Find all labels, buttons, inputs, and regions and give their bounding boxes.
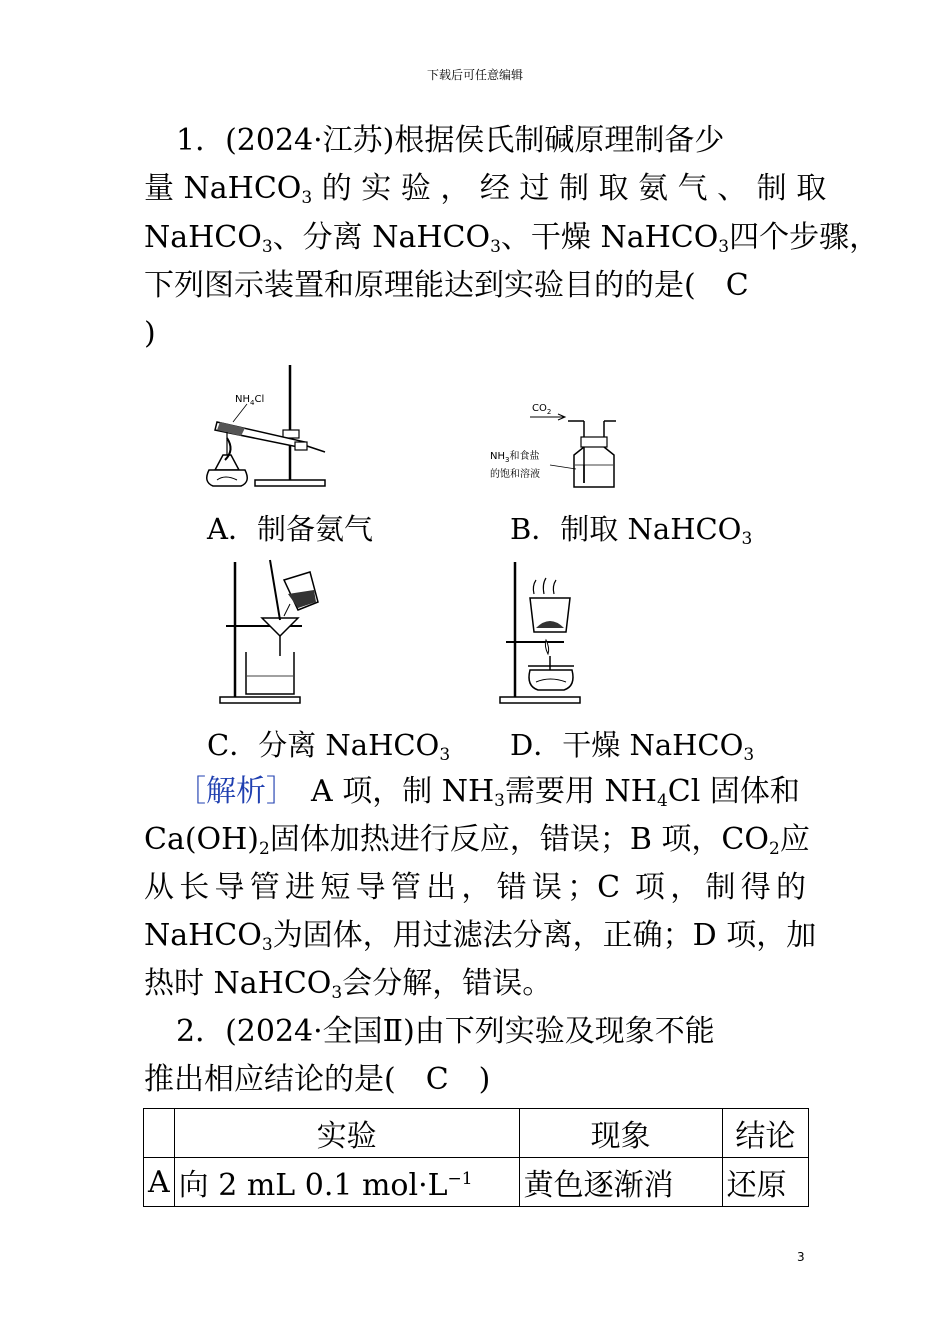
experiment-table: [143, 1108, 809, 1207]
table-cell: 向 2 mL 0.1 $mol\cdot L^{-1}$: [174, 1158, 519, 1207]
analysis-line-3: 从长导管进短导管出，错误；C 项，制得的: [144, 870, 806, 905]
analysis-line-2: $Ca(OH)_2$固体加热进行反应，错误；B 项，$CO_2$应: [144, 822, 810, 859]
analysis-line-1: ［解析］ A 项，制 $NH_3$需要用 $NH_4Cl$ 固体和: [176, 774, 800, 811]
analysis-line-4: NaHCO$_3$为固体，用过滤法分离，正确；D 项，加: [144, 918, 817, 955]
figure-c-filtration-apparatus: [218, 558, 328, 706]
analysis-tag: ［解析］: [176, 774, 281, 809]
caption-c: C．分离 NaHCO$_3$: [207, 728, 451, 765]
figure-a-ammonia-apparatus: [195, 360, 335, 490]
label-co2: $CO_2$: [532, 403, 552, 416]
table-header-row: [144, 1109, 809, 1158]
q1-line-3: NaHCO$_3$、分离 NaHCO$_3$、干燥 NaHCO$_3$四个步骤，: [144, 220, 880, 257]
table-cell: A: [144, 1158, 175, 1207]
caption-b: B．制取 NaHCO$_3$: [510, 512, 753, 549]
table-header-cell: 结论: [722, 1109, 808, 1158]
table-header-cell: 现象: [519, 1109, 722, 1158]
caption-a: A．制备氨气: [207, 512, 373, 546]
table-header-cell: [144, 1109, 175, 1158]
caption-d: D．干燥 NaHCO$_3$: [510, 728, 755, 765]
analysis-line-5: 热时 NaHCO$_3$会分解，错误。: [144, 966, 553, 1003]
table-header-cell: 实验: [174, 1109, 519, 1158]
q1-line-2: 量 NaHCO$_3$ 的 实 验 ， 经 过 制 取 氨 气 、 制 取: [144, 171, 827, 208]
q1-line-5: ): [144, 316, 156, 351]
table-row: [144, 1158, 809, 1207]
table-cell: 黄色逐渐消: [519, 1158, 722, 1207]
label-solution-line-1: $NH_3$和食盐: [490, 451, 540, 464]
q1-line-4: 下列图示装置和原理能达到实验目的的是( C: [144, 268, 749, 303]
page-number: 3: [797, 1250, 805, 1264]
q2-line-1: 2．(2024·全国Ⅱ)由下列实验及现象不能: [176, 1014, 715, 1049]
page-header: 下载后可任意编辑: [426, 68, 523, 82]
label-nh4cl: $NH_4Cl$: [235, 394, 265, 407]
figure-d-drying-apparatus: [498, 558, 608, 706]
label-solution-line-2: 的饱和溶液: [490, 469, 540, 480]
table-cell: 还原: [722, 1158, 808, 1207]
figure-b-gas-washing-bottle: [488, 395, 638, 495]
q1-line-1: 1．(2024·江苏)根据侯氏制碱原理制备少: [176, 123, 725, 158]
q2-line-2: 推出相应结论的是( C ): [144, 1062, 491, 1097]
